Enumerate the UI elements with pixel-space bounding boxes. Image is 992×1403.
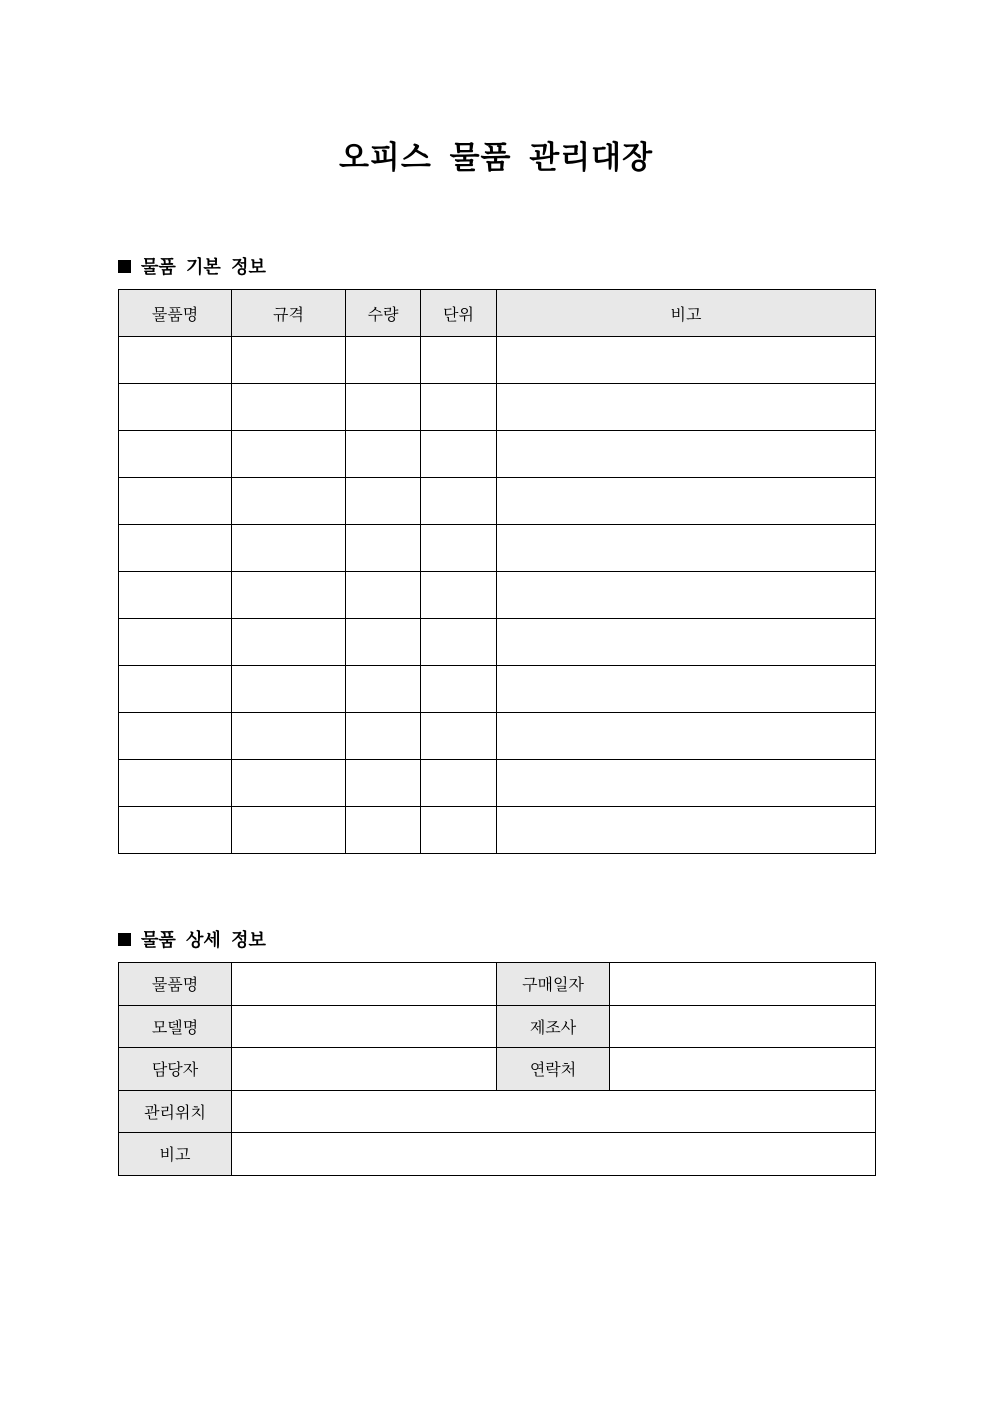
cell-unit[interactable] bbox=[421, 807, 497, 854]
cell-spec[interactable] bbox=[232, 337, 346, 384]
cell-quantity[interactable] bbox=[346, 337, 421, 384]
label-model-name: 모델명 bbox=[119, 1005, 232, 1048]
cell-item-name[interactable] bbox=[119, 478, 232, 525]
cell-item-name[interactable] bbox=[119, 666, 232, 713]
cell-quantity[interactable] bbox=[346, 713, 421, 760]
cell-item-name[interactable] bbox=[119, 525, 232, 572]
table-row bbox=[119, 525, 876, 572]
cell-item-name[interactable] bbox=[119, 337, 232, 384]
cell-quantity[interactable] bbox=[346, 619, 421, 666]
value-manager[interactable] bbox=[232, 1048, 497, 1091]
cell-remarks[interactable] bbox=[497, 337, 876, 384]
cell-spec[interactable] bbox=[232, 478, 346, 525]
label-manufacturer: 제조사 bbox=[497, 1005, 610, 1048]
cell-quantity[interactable] bbox=[346, 666, 421, 713]
table-row bbox=[119, 666, 876, 713]
cell-quantity[interactable] bbox=[346, 572, 421, 619]
value-item-name[interactable] bbox=[232, 963, 497, 1006]
cell-item-name[interactable] bbox=[119, 619, 232, 666]
detail-info-table bbox=[118, 962, 876, 1176]
table-row bbox=[119, 807, 876, 854]
cell-unit[interactable] bbox=[421, 760, 497, 807]
cell-remarks[interactable] bbox=[497, 384, 876, 431]
cell-unit[interactable] bbox=[421, 384, 497, 431]
label-purchase-date: 구매일자 bbox=[497, 963, 610, 1006]
cell-remarks[interactable] bbox=[497, 478, 876, 525]
cell-remarks[interactable] bbox=[497, 666, 876, 713]
cell-quantity[interactable] bbox=[346, 384, 421, 431]
cell-item-name[interactable] bbox=[119, 760, 232, 807]
value-purchase-date[interactable] bbox=[610, 963, 876, 1006]
value-remarks[interactable] bbox=[232, 1133, 876, 1176]
cell-remarks[interactable] bbox=[497, 525, 876, 572]
cell-remarks[interactable] bbox=[497, 760, 876, 807]
cell-unit[interactable] bbox=[421, 713, 497, 760]
value-manufacturer[interactable] bbox=[610, 1005, 876, 1048]
cell-spec[interactable] bbox=[232, 713, 346, 760]
cell-unit[interactable] bbox=[421, 478, 497, 525]
label-contact: 연락처 bbox=[497, 1048, 610, 1091]
cell-unit[interactable] bbox=[421, 666, 497, 713]
table-row bbox=[119, 337, 876, 384]
cell-item-name[interactable] bbox=[119, 713, 232, 760]
cell-item-name[interactable] bbox=[119, 384, 232, 431]
cell-remarks[interactable] bbox=[497, 619, 876, 666]
section-heading-label: 물품 기본 정보 bbox=[141, 257, 266, 278]
cell-item-name[interactable] bbox=[119, 431, 232, 478]
cell-quantity[interactable] bbox=[346, 431, 421, 478]
table-row bbox=[119, 478, 876, 525]
table-row bbox=[119, 1048, 876, 1091]
column-header-quantity: 수량 bbox=[346, 290, 421, 337]
value-model-name[interactable] bbox=[232, 1005, 497, 1048]
cell-unit[interactable] bbox=[421, 572, 497, 619]
cell-remarks[interactable] bbox=[497, 572, 876, 619]
cell-unit[interactable] bbox=[421, 431, 497, 478]
table-row bbox=[119, 1005, 876, 1048]
table-header-row bbox=[119, 290, 876, 337]
basic-info-table bbox=[118, 289, 876, 854]
table-row bbox=[119, 431, 876, 478]
label-location: 관리위치 bbox=[119, 1090, 232, 1133]
cell-quantity[interactable] bbox=[346, 807, 421, 854]
basic-info-table-body bbox=[119, 337, 876, 854]
cell-remarks[interactable] bbox=[497, 713, 876, 760]
label-manager: 담당자 bbox=[119, 1048, 232, 1091]
table-row bbox=[119, 713, 876, 760]
section-heading-detail-info bbox=[118, 926, 266, 952]
table-row bbox=[119, 760, 876, 807]
table-row bbox=[119, 1090, 876, 1133]
cell-quantity[interactable] bbox=[346, 478, 421, 525]
cell-remarks[interactable] bbox=[497, 431, 876, 478]
section-heading-basic-info bbox=[118, 253, 266, 279]
cell-remarks[interactable] bbox=[497, 807, 876, 854]
square-bullet-icon bbox=[118, 933, 131, 946]
square-bullet-icon bbox=[118, 260, 131, 273]
cell-spec[interactable] bbox=[232, 572, 346, 619]
cell-quantity[interactable] bbox=[346, 760, 421, 807]
table-row bbox=[119, 619, 876, 666]
value-contact[interactable] bbox=[610, 1048, 876, 1091]
cell-item-name[interactable] bbox=[119, 807, 232, 854]
cell-spec[interactable] bbox=[232, 760, 346, 807]
cell-spec[interactable] bbox=[232, 431, 346, 478]
cell-quantity[interactable] bbox=[346, 525, 421, 572]
column-header-spec: 규격 bbox=[232, 290, 346, 337]
table-row bbox=[119, 572, 876, 619]
table-row bbox=[119, 1133, 876, 1176]
cell-spec[interactable] bbox=[232, 525, 346, 572]
section-heading-label: 물품 상세 정보 bbox=[141, 930, 266, 951]
label-item-name: 물품명 bbox=[119, 963, 232, 1006]
table-row bbox=[119, 963, 876, 1006]
column-header-item-name: 물품명 bbox=[119, 290, 232, 337]
cell-unit[interactable] bbox=[421, 525, 497, 572]
cell-spec[interactable] bbox=[232, 666, 346, 713]
column-header-remarks: 비고 bbox=[497, 290, 876, 337]
cell-spec[interactable] bbox=[232, 619, 346, 666]
cell-unit[interactable] bbox=[421, 337, 497, 384]
label-remarks: 비고 bbox=[119, 1133, 232, 1176]
cell-spec[interactable] bbox=[232, 384, 346, 431]
page-title: 오피스 물품 관리대장 bbox=[338, 140, 654, 176]
value-location[interactable] bbox=[232, 1090, 876, 1133]
cell-spec[interactable] bbox=[232, 807, 346, 854]
table-row bbox=[119, 384, 876, 431]
column-header-unit: 단위 bbox=[421, 290, 497, 337]
cell-unit[interactable] bbox=[421, 619, 497, 666]
cell-item-name[interactable] bbox=[119, 572, 232, 619]
